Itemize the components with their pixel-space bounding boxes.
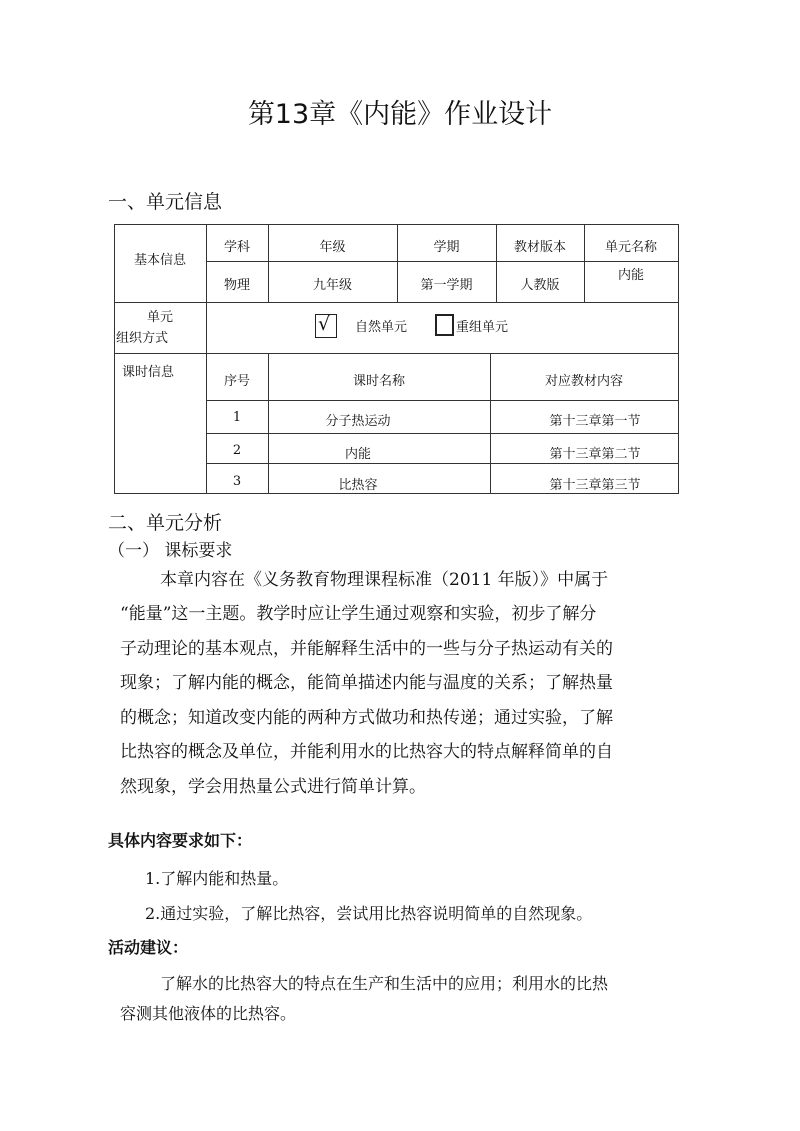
value-textbook-edition: 人教版: [520, 278, 560, 293]
table-grid-line: [206, 261, 678, 262]
section-heading-unit-analysis: 二、单元分析: [108, 512, 223, 534]
lesson-header-content: 对应教材内容: [544, 374, 623, 389]
header-unit-name: 单元名称: [604, 240, 657, 255]
lesson-header-name: 课时名称: [352, 374, 405, 389]
paragraph-line: 本章内容在《义务教育物理课程标准（2011 年版）》中属于: [160, 570, 609, 590]
paragraph-line: 的概念；知道改变内能的两种方式做功和热传递；通过实验，了解: [120, 708, 613, 728]
paragraph-line: 子动理论的基本观点，并能解释生活中的一些与分子热运动有关的: [120, 639, 613, 659]
header-subject: 学科: [223, 240, 250, 255]
value-term: 第一学期: [420, 278, 473, 293]
requirement-item: 1.了解内能和热量。: [145, 869, 289, 888]
lesson-name: 内能: [344, 447, 371, 462]
page-title: 第13章《内能》作业设计: [247, 99, 553, 130]
lesson-content: 第十三章第三节: [549, 478, 641, 493]
natural-unit-label: 自然单元: [355, 320, 408, 335]
lesson-name: 比热容: [338, 478, 378, 493]
requirements-heading: 具体内容要求如下：: [108, 831, 253, 850]
lesson-header-no: 序号: [223, 374, 250, 389]
activity-line: 了解水的比热容大的特点在生产和生活中的应用；利用水的比热: [160, 974, 609, 993]
lesson-content: 第十三章第二节: [549, 447, 641, 462]
basic-info-label: 基本信息: [133, 253, 186, 268]
check-mark-icon: √: [318, 313, 331, 335]
value-unit-name: 内能: [617, 268, 644, 283]
table-grid-line: [206, 433, 678, 434]
paragraph-line: 比热容的概念及单位，并能利用水的比热容大的特点解释简单的自: [120, 742, 613, 762]
org-label-line1: 单元: [146, 310, 173, 325]
lesson-info-label: 课时信息: [122, 365, 175, 380]
table-grid-line: [114, 353, 679, 354]
sub-heading-curriculum: （一） 课标要求: [108, 541, 233, 561]
section-heading-unit-info: 一、单元信息: [108, 191, 223, 213]
requirement-item: 2.通过实验，了解比热容，尝试用比热容说明简单的自然现象。: [145, 904, 593, 923]
paragraph-line: 然现象，学会用热量公式进行简单计算。: [120, 777, 426, 797]
lesson-content: 第十三章第一节: [549, 414, 641, 429]
lesson-name: 分子热运动: [325, 414, 391, 429]
value-subject: 物理: [223, 278, 250, 293]
table-grid-line: [206, 400, 678, 401]
header-grade: 年级: [319, 240, 346, 255]
activity-heading: 活动建议：: [108, 938, 189, 957]
org-label-line2: 组织方式: [116, 331, 169, 346]
paragraph-line: 现象；了解内能的概念，能简单描述内能与温度的关系；了解热量: [120, 673, 613, 693]
lesson-no: 1: [232, 410, 242, 425]
paragraph-line: “能量”这一主题。教学时应让学生通过观察和实验，初步了解分: [120, 604, 597, 624]
lesson-no: 3: [232, 474, 242, 489]
table-grid-line: [206, 463, 678, 464]
natural-unit-checkbox[interactable]: [315, 314, 337, 338]
lesson-no: 2: [232, 443, 242, 458]
regroup-unit-label: 重组单元: [456, 320, 509, 335]
regroup-unit-checkbox[interactable]: [435, 314, 454, 336]
value-grade: 九年级: [312, 278, 352, 293]
header-term: 学期: [433, 240, 460, 255]
table-border: [114, 493, 679, 494]
header-textbook-edition: 教材版本: [513, 240, 566, 255]
activity-line: 容测其他液体的比热容。: [120, 1004, 297, 1023]
